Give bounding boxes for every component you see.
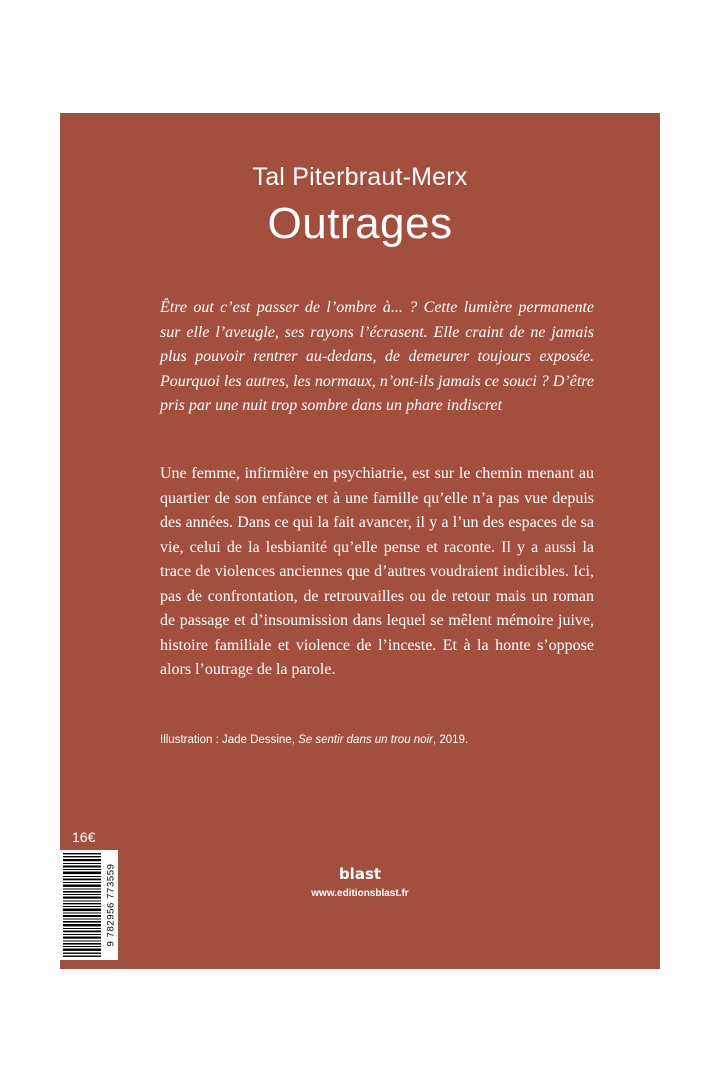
back-cover xyxy=(60,113,660,969)
synopsis: Une femme, infirmière en psychiatrie, est sur le chemin menant au quartier de son enfance et à une famille qu’elle n’a pas vue depuis des années. Dans ce qui la fait avancer, il y a l’un des espaces de sa vie, celui de la lesbianité qu’elle pense et raconte. Il y a aussi la trace de violences anciennes que d’autres voudraient indicibles. Ici, pas de confrontation, de retrouvailles ou de retour mais un roman de passage et d’insoumission dans lequel se mêlent mémoire juive, histoire familiale et violence de l’inceste. Et à la honte s’oppose alors l’outrage de la parole. xyxy=(160,465,594,678)
publisher-website: www.editionsblast.fr xyxy=(311,888,409,899)
illustration-credit xyxy=(160,734,640,746)
isbn-digits: 9 782956 773559 xyxy=(105,863,117,947)
excerpt-quote: Être out c’est passer de l’ombre à... ? Cette lumière permanente sur elle l’aveugle, ses rayons l’écrasent. Elle craint de ne jamais plus pouvoir rentrer au-dedans, de demeurer toujours exposée. Pourquoi les autres, les normaux, n’ont-ils jamais ce souci ? D’être pris par une nuit trop sombre dans un phare indiscret xyxy=(160,299,594,414)
publisher-logo: blast xyxy=(338,865,382,883)
book-title: Outrages xyxy=(267,199,453,248)
author-name: Tal Piterbraut-Merx xyxy=(252,163,468,191)
credit-suffix: , 2019. xyxy=(432,734,469,746)
credit-work-title: Se sentir dans un trou noir xyxy=(298,734,433,746)
price-label: 16€ xyxy=(72,829,96,845)
credit-prefix: Illustration : Jade Dessine, xyxy=(160,734,299,746)
